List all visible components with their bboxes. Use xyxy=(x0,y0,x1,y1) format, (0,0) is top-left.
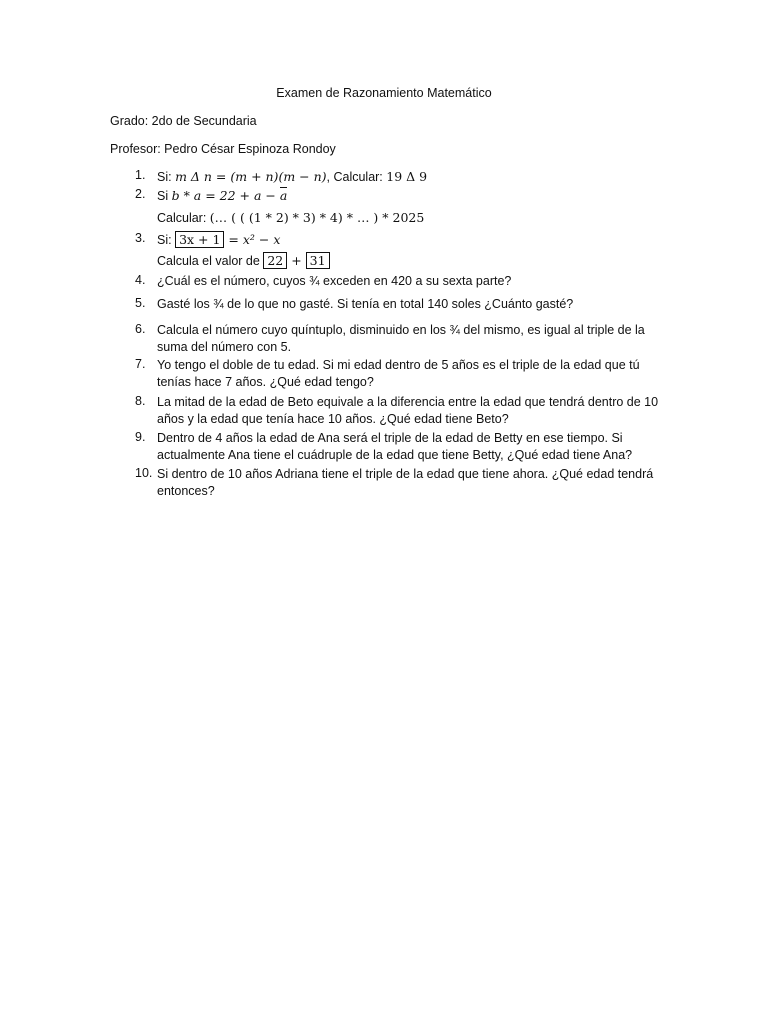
question-3 xyxy=(110,231,670,273)
question-8 xyxy=(110,394,670,430)
q2-formula: b * a = 22 + a − xyxy=(171,188,280,203)
question-5 xyxy=(110,296,670,320)
q3-box-22: 22 xyxy=(263,252,287,269)
q1-formula: m Δ n = (m + n)(m − n) xyxy=(175,169,327,184)
question-9 xyxy=(110,430,670,466)
q3-plus: + xyxy=(287,253,306,268)
question-number: 8. xyxy=(135,394,146,408)
grade-line: Grado: 2do de Secundaria xyxy=(110,114,257,128)
exam-title: Examen de Razonamiento Matemático xyxy=(276,86,492,100)
question-number: 2. xyxy=(135,187,146,201)
question-6 xyxy=(110,322,670,357)
q3-formula: = x² − x xyxy=(224,232,281,247)
question-text: ¿Cuál es el número, cuyos ¾ exceden en 420 a su sexta parte? xyxy=(157,274,512,288)
question-text: La mitad de la edad de Beto equivale a la diferencia entre la edad que tendrá dentro de 10 años y la edad que tenía hace 10 años. ¿Qué edad tiene Beto? xyxy=(157,395,659,426)
question-number: 6. xyxy=(135,322,146,336)
question-text: Dentro de 4 años la edad de Ana será el triple de la edad de Betty en ese tiempo. Si actualmente Ana tiene el cuádruple de la edad que tiene Betty, ¿Qué edad tiene Ana? xyxy=(157,431,633,462)
question-4 xyxy=(110,273,670,296)
q2-calc-formula: (… ( ( (1 * 2) * 3) * 4) * … ) * 2025 xyxy=(209,210,425,225)
question-7 xyxy=(110,357,670,394)
q3-calc-label: Calcula el valor de xyxy=(157,254,264,268)
q3-box-formula: 3x + 1 xyxy=(175,231,224,248)
question-number: 5. xyxy=(135,296,146,310)
teacher-line: Profesor: Pedro César Espinoza Rondoy xyxy=(110,142,336,156)
question-text: Si dentro de 10 años Adriana tiene el triple de la edad que tiene ahora. ¿Qué edad tendrá entonces? xyxy=(157,467,654,498)
q3-prefix: Si: xyxy=(157,233,176,247)
q3-box-31: 31 xyxy=(306,252,330,269)
question-1 xyxy=(110,168,670,187)
question-number: 4. xyxy=(135,273,146,287)
q2-sqrt: a xyxy=(279,188,288,203)
question-text: Calcula el número cuyo quíntuplo, disminuido en los ¾ del mismo, es igual al triple de la suma del número con 5. xyxy=(157,323,645,354)
q1-prefix: Si: xyxy=(157,170,176,184)
q1-formula-2: 19 Δ 9 xyxy=(386,169,428,184)
q1-suffix: , Calcular: xyxy=(326,170,387,184)
question-number: 7. xyxy=(135,357,146,371)
question-text: Gasté los ¾ de lo que no gasté. Si tenía en total 140 soles ¿Cuánto gasté? xyxy=(157,297,574,311)
q2-prefix: Si xyxy=(157,189,172,203)
question-text: Yo tengo el doble de tu edad. Si mi edad dentro de 5 años es el triple de la edad que tú tenías hace 7 años. ¿Qué edad tengo? xyxy=(157,358,640,389)
q2-calc-label: Calcular: xyxy=(157,211,210,225)
question-10 xyxy=(110,466,670,502)
question-number: 1. xyxy=(135,168,146,182)
question-number: 9. xyxy=(135,430,146,444)
question-2 xyxy=(110,187,670,231)
question-number: 3. xyxy=(135,231,146,245)
question-number: 10. xyxy=(135,466,153,480)
question-list xyxy=(110,168,670,502)
